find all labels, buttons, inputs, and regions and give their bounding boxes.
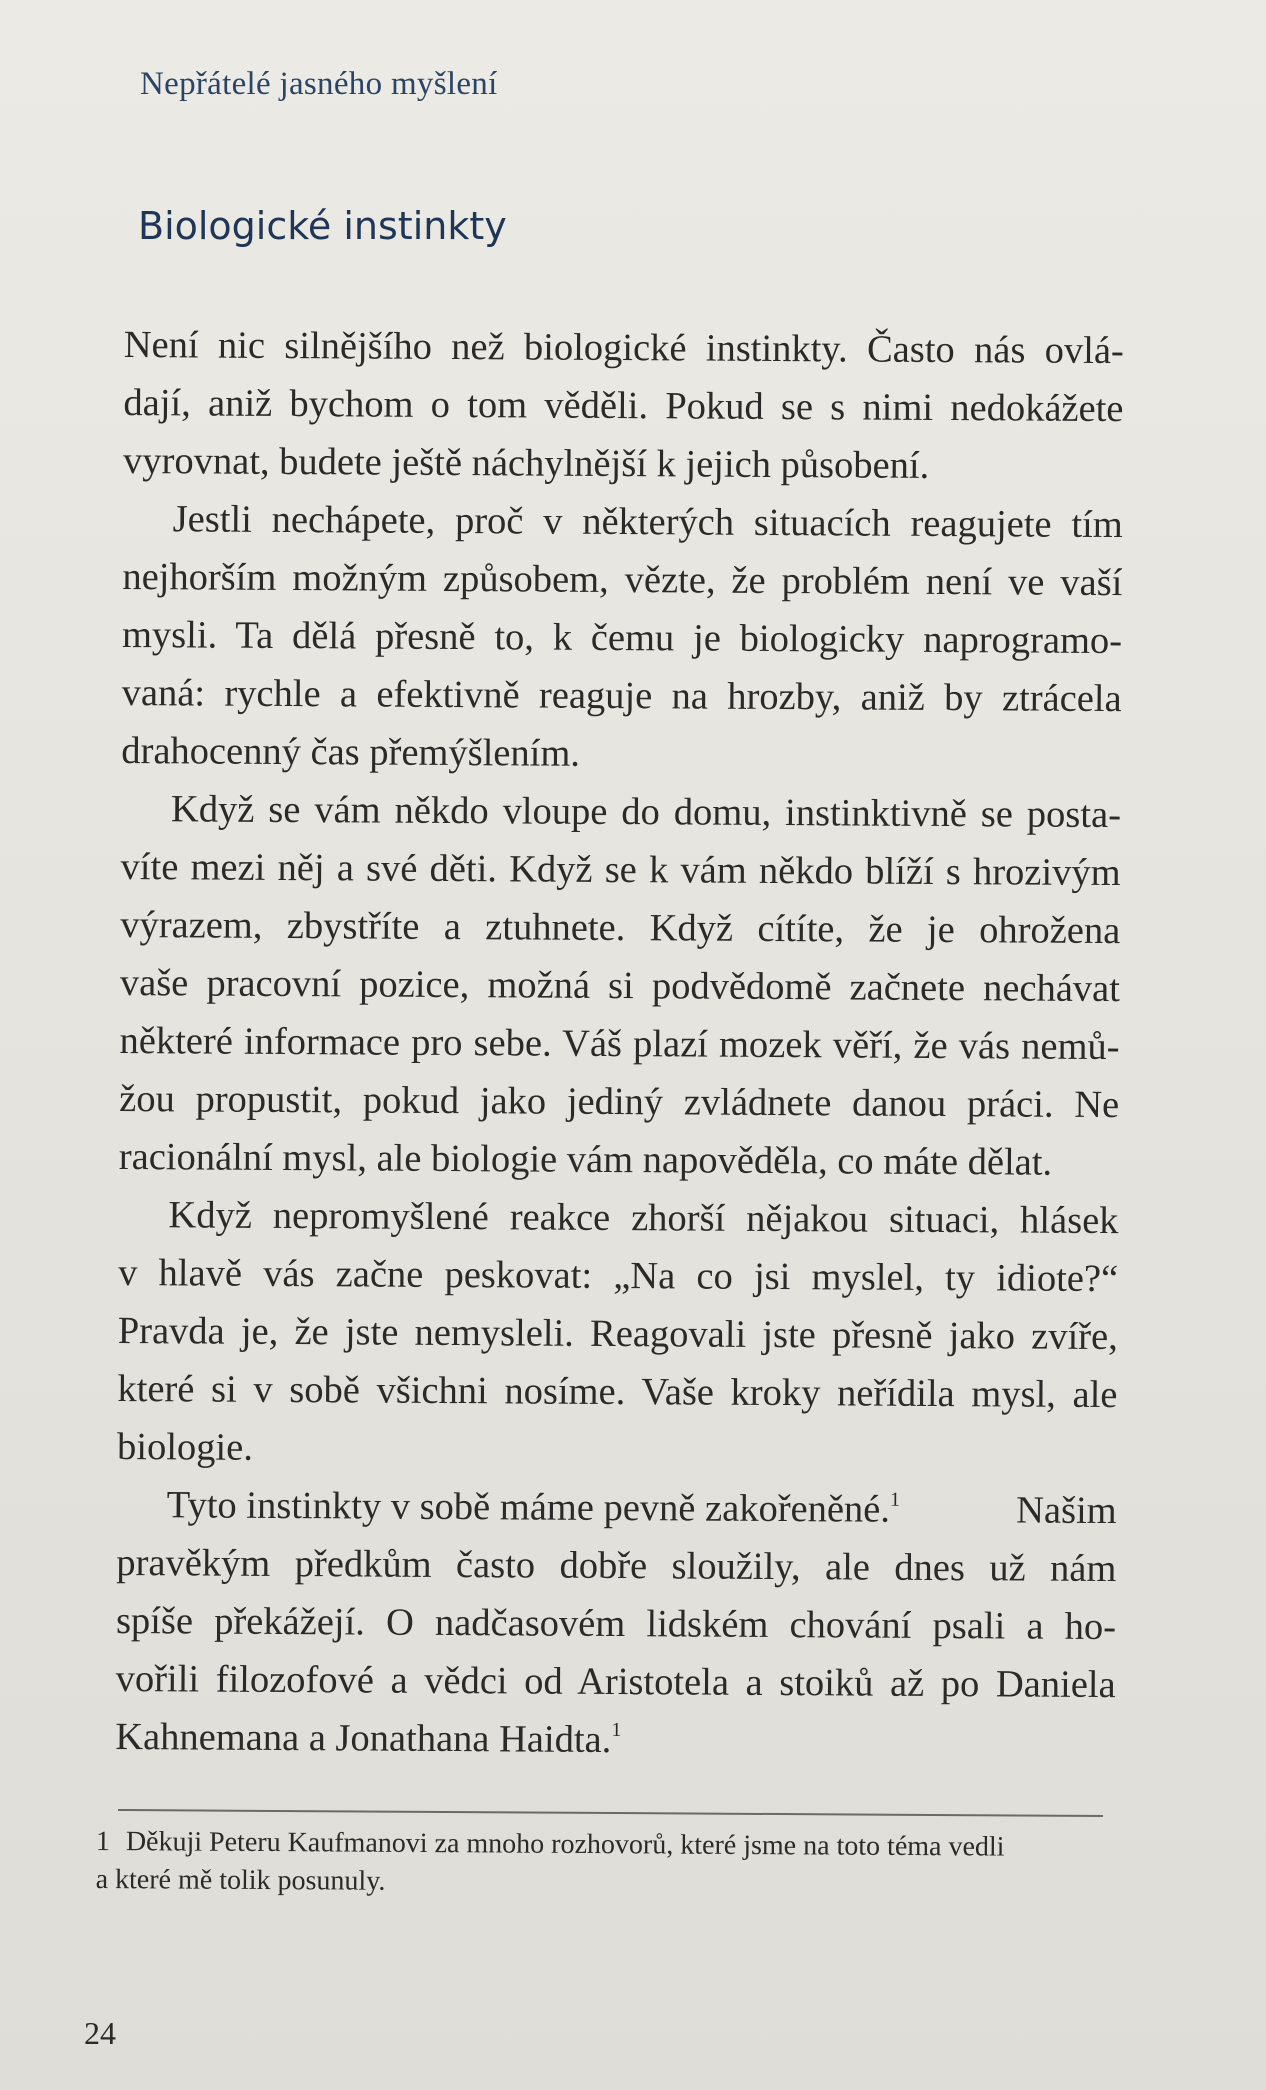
text-line: nejhorším možným způsobem, vězte, že problém není ve vaší <box>122 555 1123 605</box>
footnote <box>96 1823 1111 1905</box>
text-line: vaše pracovní pozice, možná si podvědomě začnete nechávat <box>119 961 1121 1011</box>
paragraph-3 <box>119 780 1121 1192</box>
text-line: Když se vám někdo vloupe do domu, instinktivně se posta- <box>170 788 1122 837</box>
footnote-ref[interactable]: 1 <box>611 1719 622 1742</box>
footnote-line <box>96 1861 1111 1905</box>
text-line: Pravda je, že jste nemysleli. Reagovali jste přesně jako zvíře, <box>117 1309 1118 1359</box>
footnote-text: a které mě tolik posunuly. <box>95 1863 386 1897</box>
footnote-divider <box>118 1809 1103 1817</box>
text-fragment: Kahnemana a Jonathana Haidta. <box>115 1715 612 1762</box>
paragraph-4 <box>117 1186 1119 1482</box>
footnote-ref[interactable]: 1 <box>889 1488 901 1511</box>
text-line: víte mezi něj a své děti. Když se k vám někdo blíží s hrozivým <box>120 845 1121 895</box>
paragraph-1 <box>123 316 1124 496</box>
text-line: drahocenný čas přemýšlením. <box>121 729 581 775</box>
footnote-number: 1 <box>95 1826 110 1858</box>
text-line: některé informace pro sebe. Váš plazí mozek věří, že vás nemů- <box>119 1019 1120 1069</box>
footnote-text: Děkuji Peteru Kaufmanovi za mnoho rozhovorů, které jsme na toto téma vedli <box>125 1826 1005 1863</box>
body-text <box>115 316 1124 1772</box>
footnote-line <box>96 1823 1111 1867</box>
paragraph-2 <box>121 490 1123 786</box>
text-line: pravěkým předkům často dobře sloužily, ale dnes už nám <box>116 1541 1117 1591</box>
text-line: Jestli nechápete, proč v některých situacích reagujete tím <box>172 498 1123 547</box>
text-line: v hlavě vás začne peskovat: „Na co jsi myslel, ty idiote?“ <box>118 1251 1119 1301</box>
paragraph-5 <box>115 1476 1117 1772</box>
text-line: které si v sobě všichni nosíme. Vaše kroky neřídila mysl, ale <box>117 1367 1118 1417</box>
text-fragment: Tyto instinkty v sobě máme pevně zakořeněné. <box>166 1484 891 1531</box>
text-line: vořili filozofové a vědci od Aristotela a stoiků až po Daniela <box>115 1657 1116 1707</box>
text-line <box>115 1708 1115 1772</box>
text-line: racionální mysl, ale biologie vám napověděla, co máte dělat. <box>118 1135 1053 1184</box>
page-number: 24 <box>84 2015 116 2051</box>
text-line: Není nic silnějšího než biologické instinkty. Často nás ovlá- <box>123 323 1124 373</box>
text-line: biologie. <box>116 1425 254 1469</box>
text-line: dají, aniž bychom o tom věděli. Pokud se s nimi nedokážete <box>123 381 1124 431</box>
chapter-title: Biologické instinkty <box>138 204 507 248</box>
running-header: Nepřátelé jasného myšlení <box>140 66 498 102</box>
text-line: spíše překážejí. O nadčasovém lidském chování psali a ho- <box>115 1599 1117 1649</box>
text-line: Když nepromyšlené reakce zhorší nějakou situaci, hlásek <box>168 1194 1119 1243</box>
text-line <box>117 1476 1117 1540</box>
text-line: mysli. Ta dělá přesně to, k čemu je biologicky naprogramo- <box>121 613 1123 663</box>
text-line: výrazem, zbystříte a ztuhnete. Když cítíte, že je ohrožena <box>120 903 1121 953</box>
text-fragment: Našim <box>1016 1489 1117 1533</box>
text-line-start <box>167 1476 901 1538</box>
text-line: vaná: rychle a efektivně reaguje na hrozby, aniž by ztrácela <box>121 671 1122 721</box>
text-line: vyrovnat, budete ještě náchylnější k jejich působení. <box>122 439 930 487</box>
text-line: žou propustit, pokud jako jediný zvládnete danou práci. Ne <box>119 1077 1120 1127</box>
